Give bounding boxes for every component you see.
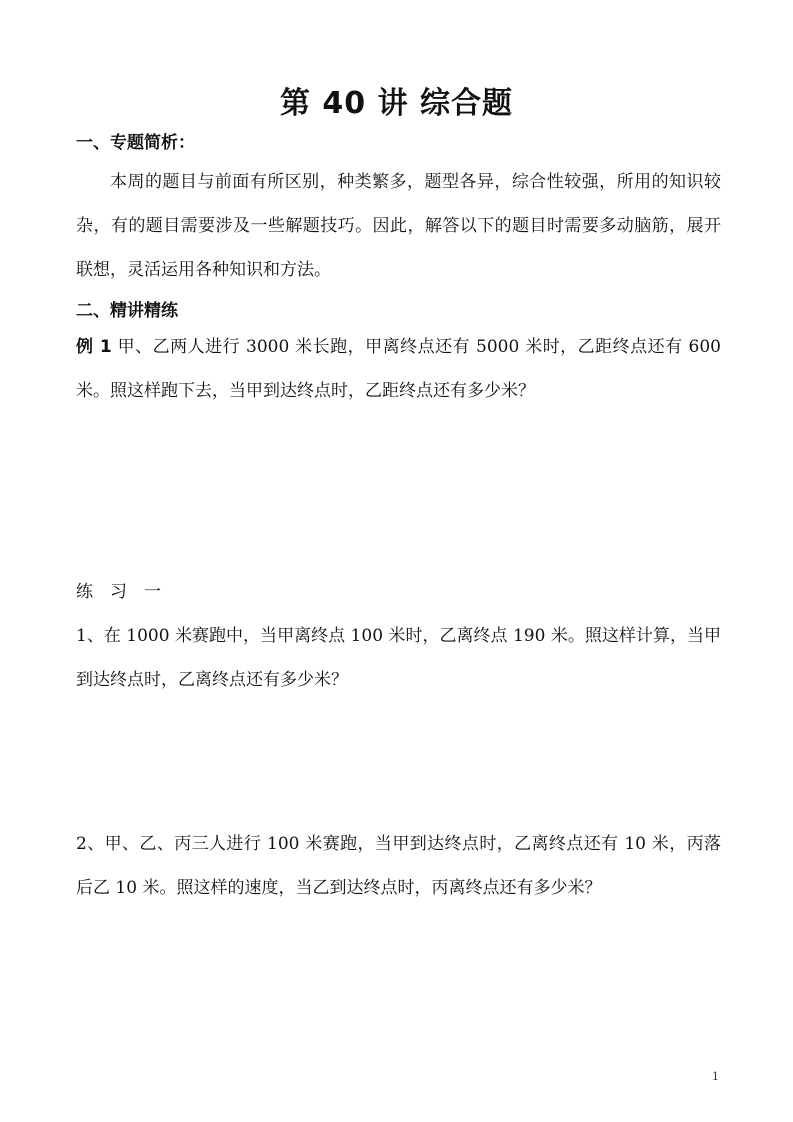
practice-heading: 练 习 一 [76,582,161,602]
page-title: 第 40 讲 综合题 [279,86,514,121]
example-1 [76,325,721,413]
section-heading-analysis: 一、专题简析： [76,133,195,153]
question-1: 1、在 1000 米赛跑中，当甲离终点 100 米时，乙离终点 190 米。照这样计算，当甲到达终点时，乙离终点还有多少米？ [76,626,721,690]
section-heading-practice-lecture: 二、精讲精练 [76,301,178,321]
page-number: 1 [712,1070,719,1083]
example-label: 例 1 [76,337,112,357]
analysis-paragraph: 本周的题目与前面有所区别，种类繁多，题型各异，综合性较强，所用的知识较杂，有的题目需要涉及一些解题技巧。因此，解答以下的题目时需要多动脑筋，展开联想，灵活运用各种知识和方法。 [76,172,721,280]
question-2: 2、甲、乙、丙三人进行 100 米赛跑，当甲到达终点时，乙离终点还有 10 米，丙落后乙 10 米。照这样的速度，当乙到达终点时，丙离终点还有多少米？ [76,834,721,898]
example-text: 甲、乙两人进行 3000 米长跑，甲离终点还有 5000 米时，乙距终点还有 600 米。照这样跑下去，当甲到达终点时，乙距终点还有多少米？ [76,337,721,401]
